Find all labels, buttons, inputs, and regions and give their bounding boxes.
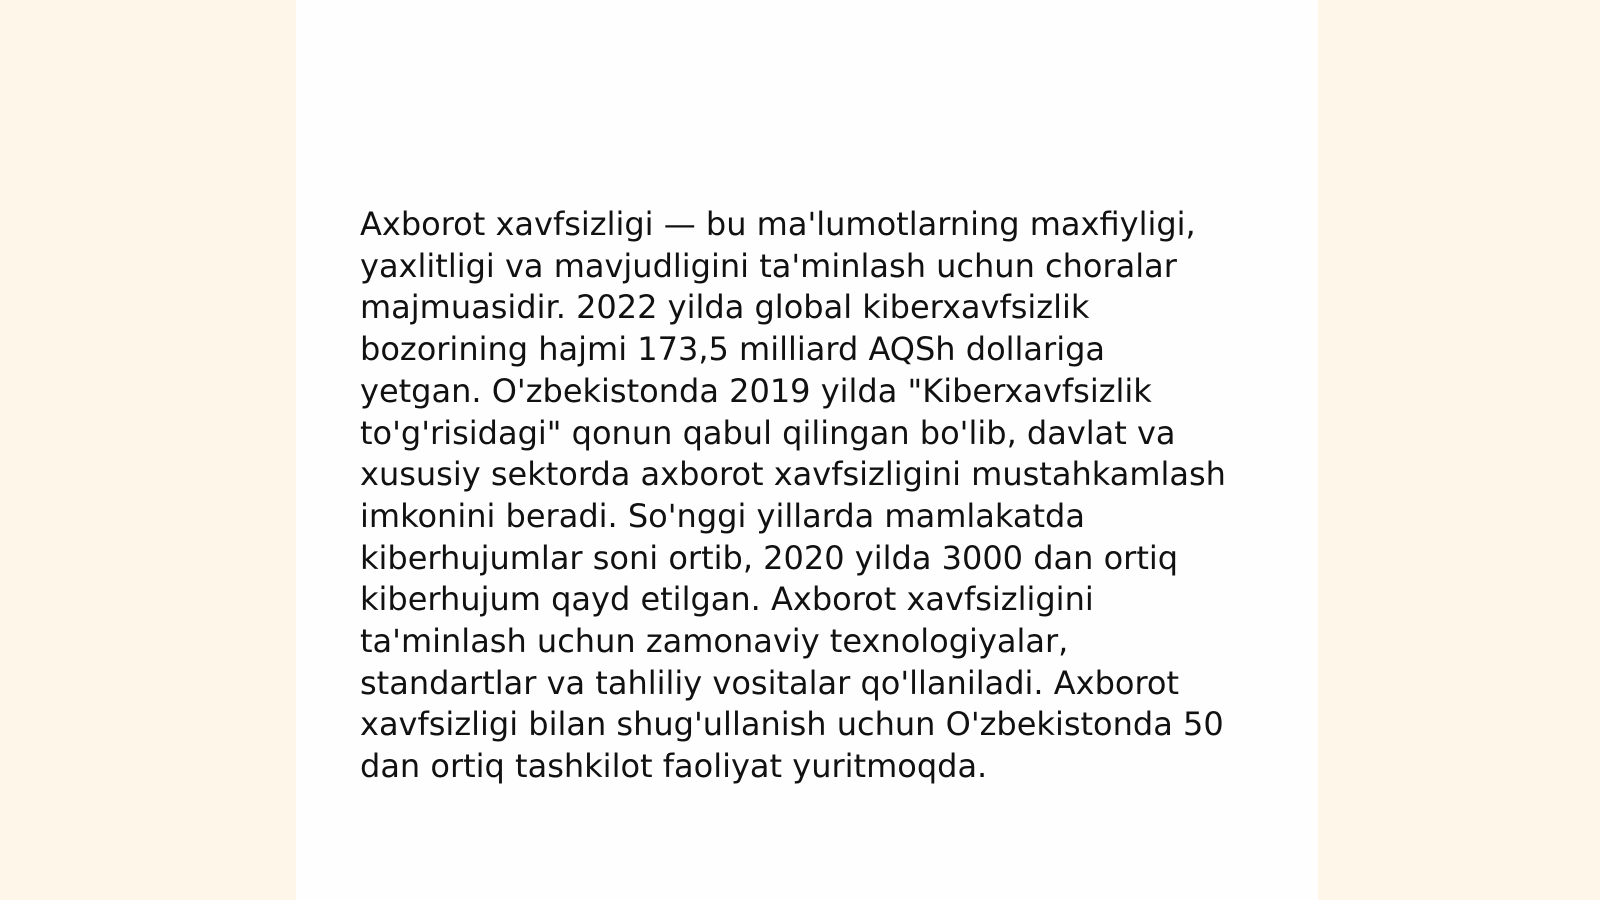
paragraph-line: standartlar va tahliliy vositalar qo'llaniladi. Axborot	[360, 663, 1180, 702]
paragraph-line: majmuasidir. 2022 yilda global kiberxavfsizlik	[360, 288, 1090, 327]
paragraph-line: Axborot xavfsizligi — bu ma'lumotlarning maxfiyligi,	[360, 205, 1196, 243]
paragraph-line: imkonini beradi. So'nggi yillarda mamlakatda	[360, 496, 1085, 535]
paragraph-line: kiberhujum qayd etilgan. Axborot xavfsizligini	[360, 580, 1094, 619]
paragraph-line: ta'minlash uchun zamonaviy texnologiyalar,	[360, 622, 1069, 661]
paragraph-line: bozorining hajmi 173,5 milliard AQSh dollariga	[360, 330, 1105, 369]
paragraph-line: xavfsizligi bilan shug'ullanish uchun O'zbekistonda 50	[360, 705, 1224, 744]
paragraph-line: to'g'risidagi" qonun qabul qilingan bo'lib, davlat va	[360, 413, 1176, 452]
paragraph-line: dan ortiq tashkilot faoliyat yuritmoqda.	[360, 747, 988, 786]
paragraph-line: kiberhujumlar soni ortib, 2020 yilda 3000 dan ortiq	[360, 538, 1179, 577]
paragraph-line: xususiy sektorda axborot xavfsizligini mustahkamlash	[360, 455, 1226, 494]
document-page	[296, 0, 1318, 900]
body-paragraph	[360, 204, 1260, 788]
paragraph-line: yaxlitligi va mavjudligini ta'minlash uchun choralar	[360, 246, 1177, 285]
paragraph-line: yetgan. O'zbekistonda 2019 yilda "Kiberxavfsizlik	[360, 371, 1152, 410]
